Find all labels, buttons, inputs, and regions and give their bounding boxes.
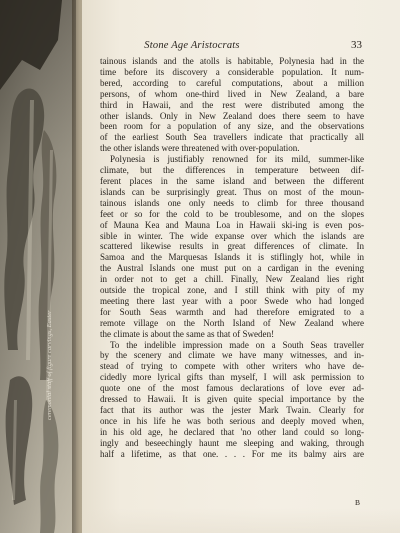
left-facing-page [0, 0, 82, 533]
text-line: third in Hawaii, and the rest were distributed among the [100, 99, 364, 110]
text-line: outside the tropical zone, and I still think with pity of my [100, 285, 364, 296]
text-line: ingly and beseechingly haunt me sleeping and waking, through [100, 437, 364, 448]
text-line: climate, but the differences in temperature between dif- [100, 165, 364, 176]
text-line: ferent places in the same island and between the different [100, 175, 364, 186]
text-line: once in his life he was both serious and deeply moved when, [100, 415, 364, 426]
text-line: sible in winter. The wide expanse over which the islands are [100, 230, 364, 241]
text-line: islands can be surprisingly great. Thus on most of the moun- [100, 186, 364, 197]
text-line: scattered likewise results in great differences of climate. In [100, 241, 364, 252]
text-line: tainous islands and the atolls is habitable, Polynesia had in the [100, 56, 364, 66]
text-line: the Austral Islands one must put on a cardigan in the evening [100, 263, 364, 274]
text-line: dressed to Hawaii. It is given quite special importance by the [100, 394, 364, 405]
text-line: bered, according to careful computations, about a million [100, 77, 364, 88]
page-shadow [82, 508, 400, 533]
carved-figure-photograph [0, 0, 76, 533]
text-line: tainous islands one only needs to climb for three thousand [100, 197, 364, 208]
text-line: the climate is about the same as that of Sweden! [100, 328, 275, 339]
body-text [100, 56, 364, 460]
text-line: cidedly more lyrical gifts than myself, I will ask permission to [100, 372, 364, 383]
signature-mark: B [354, 498, 360, 507]
text-line: half a lifetime, as that one. . . . For me its balmy airs are [100, 448, 364, 459]
running-head: Stone Age Aristocrats [144, 40, 240, 51]
text-line: of Mauna Kea and Mauna Loa in Hawaii ski-ing is even pos- [100, 219, 364, 230]
text-line: quote one of the most famous declarations of love ever ad- [100, 383, 364, 394]
text-line: in his old age, he declared that 'no other land could so long- [100, 426, 364, 437]
text-line: stead of trying to compete with other writers who have de- [100, 361, 364, 372]
text-line: meeting there last year with a poor Swede who had longed [100, 295, 364, 306]
plate-caption: ceremonial staff of figure carvings, Easter [46, 310, 53, 420]
text-line: time before its discovery a considerable population. It num- [100, 66, 364, 77]
text-line: in order not to get a chill. Finally, New Zealand lies right [100, 274, 364, 285]
text-line: Samoa and the Marquesas Islands it is stiflingly hot, while in [100, 252, 364, 263]
text-line: feet or so for the cold to be troublesome, and on the slopes [100, 208, 364, 219]
text-line: fact that its author was the jester Mark Twain. Clearly for [100, 405, 364, 415]
text-line: for South Seas warmth and had therefore emigrated to a [100, 306, 364, 317]
text-line: other islands. Only in New Zealand does there seem to have [100, 110, 364, 121]
text-line: been room for a population of any size, and the observations [100, 121, 364, 132]
text-line: To the indelible impression made on a South Seas traveller [110, 339, 364, 350]
page-number: 33 [351, 39, 362, 51]
text-line: the other islands were threatened with over-population. [100, 143, 300, 154]
text-line: remote village on the North Island of New Zealand where [100, 317, 364, 328]
text-line: of the earliest South Sea travellers indicate that practically all [100, 132, 364, 143]
text-line: persons, of whom one-third lived in New Zealand, a bare [100, 88, 364, 99]
text-line: Polynesia is justifiably renowned for its mild, summer-like [110, 154, 364, 165]
text-line: by the scenery and climate we have many witnesses, and in- [100, 350, 364, 361]
